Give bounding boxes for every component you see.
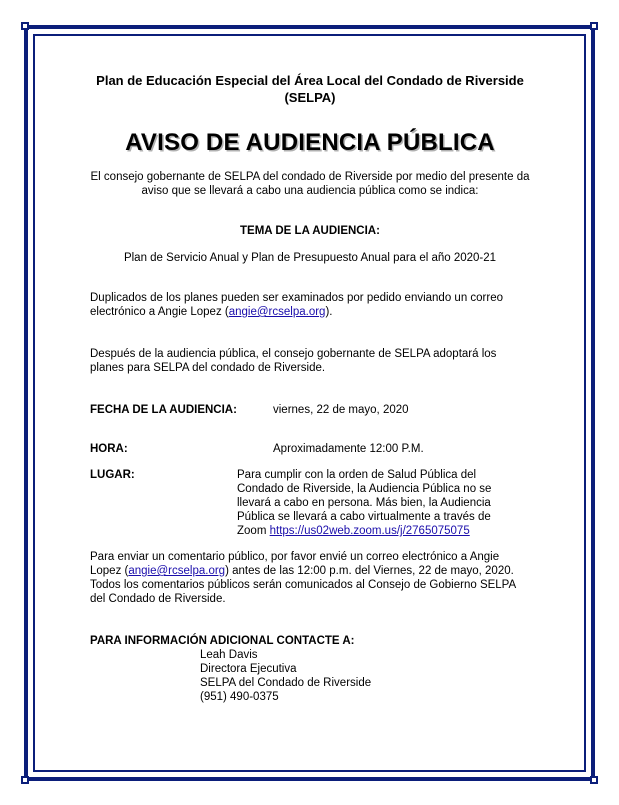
place-value <box>237 468 497 538</box>
zoom-link[interactable]: https://us02web.zoom.us/j/2765075075 <box>269 525 470 537</box>
border-corner-bottom-left <box>21 776 29 784</box>
place-row <box>90 468 530 538</box>
border-corner-top-left <box>21 22 29 30</box>
copies-email-link[interactable]: angie@rcselpa.org <box>228 306 326 318</box>
comment-email-link[interactable]: angie@rcselpa.org <box>128 565 226 577</box>
contact-role: Directora Ejecutiva <box>200 663 297 675</box>
place-text: Para cumplir con la orden de Salud Pública del Condado de Riverside, la Audiencia Pública no se llevará a cabo en persona. Más bien, la Audiencia Pública se llevará a cabo virtualmente a través de Zoom <box>237 469 492 537</box>
organization-title: Plan de Educación Especial del Área Local del Condado de Riverside (SELPA) <box>96 73 524 105</box>
notice-content <box>90 72 530 704</box>
copies-text-before: Duplicados de los planes pueden ser examinados por pedido enviando un correo electrónico a Angie Lopez ( <box>90 292 504 318</box>
date-value: viernes, 22 de mayo, 2020 <box>273 404 409 416</box>
time-label: HORA: <box>90 443 128 455</box>
contact-name: Leah Davis <box>200 649 258 661</box>
topic-value: Plan de Servicio Anual y Plan de Presupuesto Anual para el año 2020-21 <box>123 252 497 264</box>
comment-text-before: Para enviar un comentario público, por favor envié un correo electrónico a Angie Lopez ( <box>90 551 500 577</box>
contact-label: PARA INFORMACIÓN ADICIONAL CONTACTE A: <box>90 635 355 647</box>
border-corner-bottom-right <box>590 776 598 784</box>
copies-text-after: ). <box>325 306 333 318</box>
notice-heading: AVISO DE AUDIENCIA PÚBLICA <box>125 129 495 156</box>
date-label: FECHA DE LA AUDIENCIA: <box>90 404 237 416</box>
place-label: LUGAR: <box>90 469 135 481</box>
comment-text-after: ) antes de las 12:00 p.m. del Viernes, 22 de mayo, 2020. Todos los comentarios públicos serán comunicados al Consejo de Gobierno SELPA del Condado de Riverside. <box>90 565 516 605</box>
border-corner-top-right <box>590 22 598 30</box>
contact-phone: (951) 490-0375 <box>200 691 279 703</box>
comment-paragraph <box>90 550 530 606</box>
date-row <box>90 403 530 417</box>
contact-block <box>200 648 530 704</box>
contact-org: SELPA del Condado de Riverside <box>200 677 372 689</box>
time-value: Aproximadamente 12:00 P.M. <box>273 443 424 455</box>
intro-paragraph: El consejo gobernante de SELPA del condado de Riverside por medio del presente da aviso que se llevará a cabo una audiencia pública como se indica: <box>90 171 530 197</box>
copies-paragraph <box>90 291 530 319</box>
topic-label: TEMA DE LA AUDIENCIA: <box>240 225 380 237</box>
after-hearing-paragraph: Después de la audiencia pública, el consejo gobernante de SELPA adoptará los planes para SELPA del condado de Riverside. <box>90 348 497 374</box>
time-row <box>90 442 530 456</box>
